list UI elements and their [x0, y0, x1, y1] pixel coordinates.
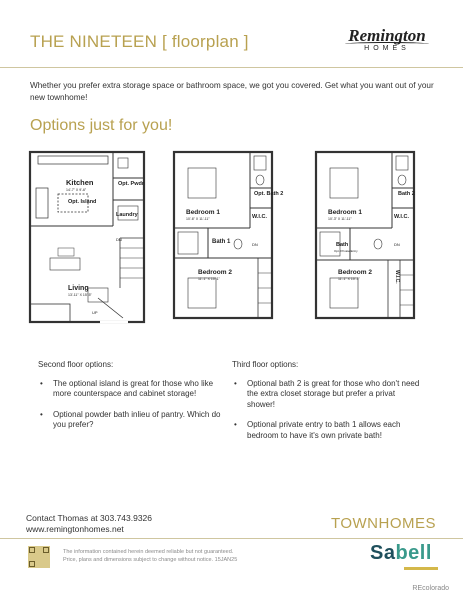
contact-website[interactable]: www.remingtonhomes.net	[26, 524, 124, 534]
bedroom2-dimensions: 11'-1" X 10'-1"	[198, 277, 220, 281]
intro-paragraph: Whether you prefer extra storage space or bathroom space, we got you covered. Get what you want out of your new townhome!	[30, 81, 434, 102]
bedroom1-dimensions: 10'-3" X 11'-11"	[328, 217, 352, 221]
brand-swoosh	[345, 42, 429, 46]
list-item: • The optional island is great for those who like more counterspace and cabinet storage!	[38, 379, 228, 400]
living-label: Living	[68, 285, 89, 292]
stair-up-label: UP	[92, 310, 98, 315]
disclaimer-line: The information contained herein deemed reliable but not guaranteed.	[63, 549, 234, 555]
bath-label: Bath	[336, 242, 349, 248]
floorplan-third-floor-private-entry	[316, 152, 414, 318]
bedroom1-dimensions: 10'-6" X 11'-11"	[186, 217, 210, 221]
disclaimer	[63, 549, 283, 564]
wic-label: W.I.C.	[394, 214, 409, 220]
brand-name: Remington	[348, 26, 426, 45]
third-floor-options-heading: Third floor options:	[232, 360, 299, 369]
list-item: • Optional bath 2 is great for those who don't need the extra closet storage but prefer a privat shower!	[232, 379, 422, 411]
bedroom2-label: Bedroom 2	[338, 269, 372, 276]
remington-homes-logo	[337, 28, 437, 56]
stair-dn-label: DN	[116, 237, 122, 242]
second-floor-options	[38, 360, 228, 441]
second-floor-options-heading: Second floor options:	[38, 360, 114, 369]
stair-dn-label: DN	[252, 242, 258, 247]
page-title: THE NINETEEN [ floorplan ]	[30, 32, 249, 51]
third-floor-options	[232, 360, 422, 451]
bedroom1-label: Bedroom 1	[328, 209, 362, 216]
bedroom1-label: Bedroom 1	[186, 209, 220, 216]
opt-bath2-label: Opt. Bath 2	[254, 191, 284, 197]
disclaimer-line: Price, plans and dimensions subject to change without notice. 15JAN25	[63, 556, 238, 563]
stair-dn-label: DN	[394, 242, 400, 247]
sabell-logo-suffix: bell	[395, 542, 432, 564]
bath1-label: Bath 1	[212, 239, 231, 245]
kitchen-dimensions: 14'-7" X 9'-6"	[66, 188, 87, 192]
list-item: • Optional powder bath inlieu of pantry. Which do you prefer?	[38, 410, 228, 431]
list-item: • Optional private entry to bath 1 allows each bedroom to have it's own private bath!	[232, 420, 422, 441]
qr-code-icon[interactable]	[28, 546, 50, 568]
recolorado-watermark: REcolorado	[412, 585, 449, 592]
bedroom2-dimensions: 11'-1" X 10'-1"	[338, 277, 360, 281]
living-dimensions: 13'-11" X 15'-5"	[68, 293, 92, 297]
kitchen-label: Kitchen	[66, 178, 94, 187]
contact-info	[26, 513, 152, 535]
wic-label: W.I.C.	[252, 214, 267, 220]
opt-island-label: Opt. Island	[68, 199, 97, 205]
laundry-label: Laundry	[116, 212, 138, 218]
footer-divider	[0, 538, 463, 539]
townhomes-label: TOWNHOMES	[330, 515, 436, 532]
floorplan-third-floor-bath2	[174, 152, 272, 318]
contact-phone: Contact Thomas at 303.743.9326	[26, 513, 153, 523]
bath2-label: Bath 2	[398, 191, 415, 197]
sabell-logo-prefix: Sa	[370, 542, 396, 564]
floorplan-drawings	[28, 148, 438, 328]
second-floor-options-list	[38, 379, 228, 431]
sabell-underline	[404, 567, 438, 570]
brand-sub: HOMES	[364, 45, 410, 52]
header-divider	[0, 67, 463, 68]
floorplans	[28, 148, 438, 328]
third-floor-options-list	[232, 379, 422, 442]
options-heading: Options just for you!	[30, 117, 173, 134]
wic-side-label: W.I.C.	[394, 270, 400, 284]
bedroom2-label: Bedroom 2	[198, 269, 232, 276]
sabell-logo	[370, 542, 440, 574]
private-entry-label: Opt. Private Entry	[334, 249, 358, 253]
opt-pwdr-label: Opt. Pwdr	[118, 181, 144, 187]
